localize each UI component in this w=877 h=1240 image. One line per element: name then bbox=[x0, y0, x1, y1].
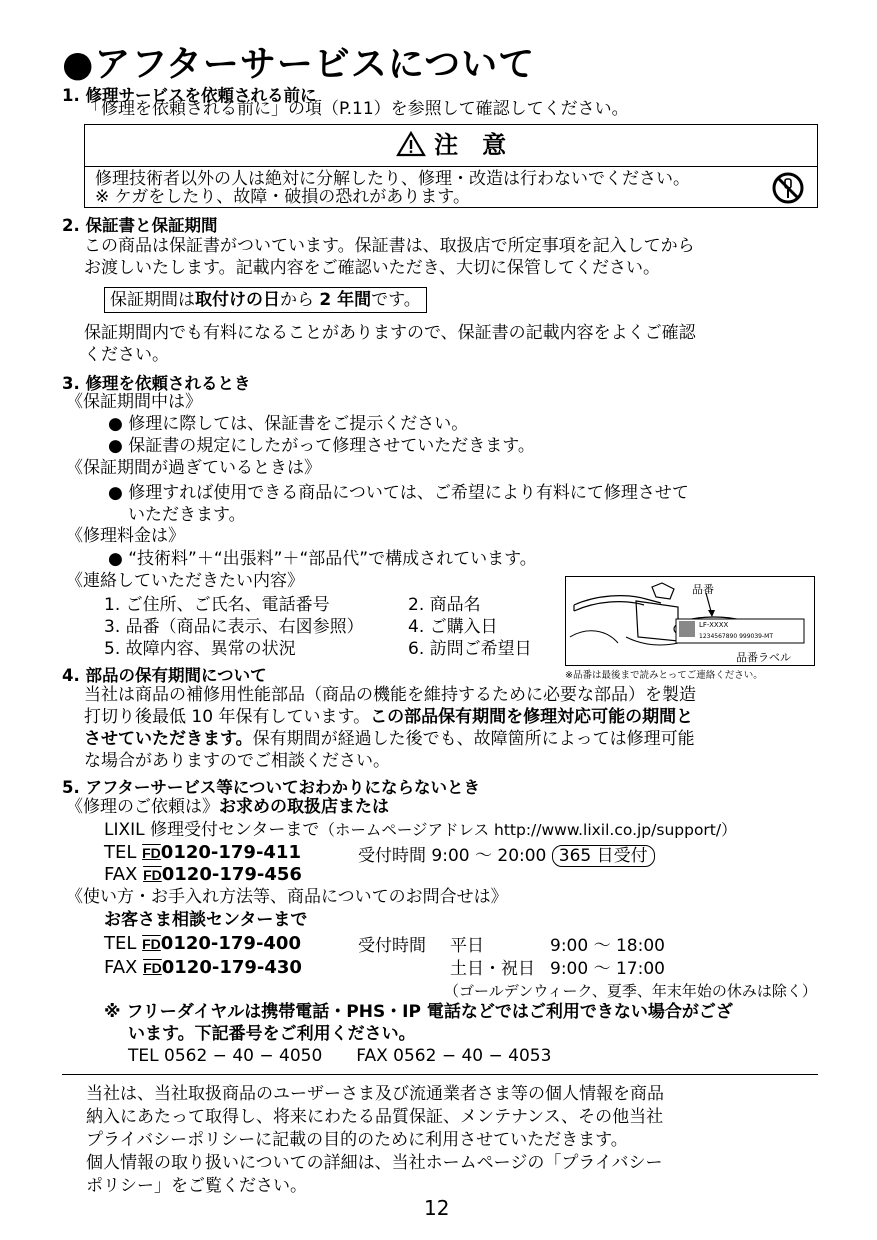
section-4-text-4: な場合がありますのでご相談ください。 bbox=[84, 751, 390, 771]
section-1-text: 「修理を依頼される前に」の項（P.11）を参照して確認してください。 bbox=[84, 99, 629, 119]
freedial-note-1: ※ フリーダイヤルは携帯電話・PHS・IP 電話などではご利用できない場合がござ bbox=[104, 1002, 733, 1022]
no-disassembly-icon bbox=[771, 171, 805, 205]
section-4-heading: 4. 部品の保有期間について bbox=[62, 666, 267, 685]
product-label-diagram bbox=[565, 576, 815, 666]
fax-label: FAX bbox=[104, 864, 144, 885]
period-text-d: 2 年間 bbox=[319, 290, 372, 310]
caution-title: 注 意 bbox=[434, 131, 507, 159]
section-5-heading: 5. アフターサービス等についておわかりにならないとき bbox=[62, 778, 481, 797]
period-text-a: 保証期間は bbox=[110, 290, 195, 310]
period-text-c: から bbox=[280, 290, 320, 310]
customer-tel-number: 0120-179-400 bbox=[160, 933, 301, 954]
repair-fax-number: 0120-179-456 bbox=[161, 864, 302, 885]
section-4-text-3b: 保有期間が経過した後でも、故障箇所によっては修理可能 bbox=[252, 729, 695, 749]
holiday-label: 土日・祝日 bbox=[450, 959, 535, 979]
warranty-period-box bbox=[104, 287, 427, 313]
section-4-text-2 bbox=[84, 707, 693, 728]
repair-request bbox=[66, 797, 389, 818]
contact-item-6: 6. 訪問ご希望日 bbox=[408, 639, 532, 659]
freedial-note-2: います。下記番号をご利用ください。 bbox=[128, 1024, 416, 1044]
privacy-line-4: 個人情報の取り扱いについての詳細は、当社ホームページの「プライバシー bbox=[86, 1153, 663, 1173]
section-3-heading: 3. 修理を依頼されるとき bbox=[62, 374, 251, 393]
repair-hours-text: 受付時間 9:00 ～ 20:00 bbox=[358, 846, 547, 866]
caution-box bbox=[84, 124, 818, 208]
contact-item-2: 2. 商品名 bbox=[408, 595, 481, 615]
page-title: ●アフターサービスについて bbox=[62, 44, 536, 85]
weekday-label: 平日 bbox=[450, 936, 484, 956]
repair-fax-line bbox=[104, 864, 302, 886]
section-4-text-1: 当社は商品の補修用性能部品（商品の機能を維持するために必要な部品）を製造 bbox=[84, 685, 696, 705]
privacy-line-3: プライバシーポリシーに記載の目的のために利用させていただきます。 bbox=[86, 1130, 628, 1150]
repair-center-url: （ホームページアドレス http://www.lixil.co.jp/support/） bbox=[319, 821, 737, 839]
repair-request-text: お求めの取扱店または bbox=[219, 797, 389, 817]
section-3-sub-2: 《保証期間が過ぎているときは》 bbox=[66, 458, 321, 478]
repair-center bbox=[104, 820, 737, 841]
section-2-text-4: ください。 bbox=[84, 345, 169, 365]
customer-hours-label: 受付時間 bbox=[358, 936, 426, 956]
diagram-model-label: LF-XXXX bbox=[699, 621, 729, 629]
section-3-bullet-2: ● 保証書の規定にしたがって修理させていただきます。 bbox=[108, 436, 535, 456]
warning-triangle-icon bbox=[396, 131, 426, 157]
customer-center: お客さま相談センターまで bbox=[104, 910, 308, 930]
section-3-sub-1: 《保証期間中は》 bbox=[66, 392, 202, 412]
section-2-text-2: お渡しいたします。記載内容をご確認いただき、大切に保管してください。 bbox=[84, 258, 660, 278]
section-1-heading: 1. 修理サービスを依頼される前に bbox=[62, 86, 317, 105]
holiday-hours: 9:00 ～ 17:00 bbox=[550, 959, 665, 979]
freedial-icon: FD bbox=[143, 960, 162, 976]
section-3-sub-3: 《修理料金は》 bbox=[66, 526, 185, 546]
section-2-text-1: この商品は保証書がついています。保証書は、取扱店で所定事項を記入してから bbox=[84, 236, 695, 256]
section-3-sub-4: 《連絡していただきたい内容》 bbox=[66, 571, 304, 591]
repair-tel-number: 0120-179-411 bbox=[160, 842, 301, 863]
section-3-bullet-4: ● “技術料”＋“出張料”＋“部品代”で構成されています。 bbox=[108, 549, 537, 569]
period-text-b: 取付けの日 bbox=[195, 290, 280, 310]
contact-item-1: 1. ご住所、ご氏名、電話番号 bbox=[104, 595, 330, 615]
customer-fax-number: 0120-179-430 bbox=[161, 957, 302, 978]
contact-item-4: 4. ご購入日 bbox=[408, 617, 498, 637]
section-4-text-2b: この部品保有期間を修理対応可能の期間と bbox=[370, 707, 694, 727]
caution-line-1: 修理技術者以外の人は絶対に分解したり、修理・改造は行わないでください。 bbox=[95, 169, 690, 189]
customer-tel-line bbox=[104, 933, 301, 955]
caution-line-2: ※ ケガをしたり、故障・破損の恐れがあります。 bbox=[95, 187, 470, 207]
tel-label: TEL bbox=[104, 933, 143, 954]
diagram-code-label: 1234567890 999039-MT bbox=[699, 633, 773, 640]
alt-numbers: TEL 0562 − 40 − 4050 FAX 0562 − 40 − 4053 bbox=[128, 1046, 552, 1066]
page-number: 12 bbox=[424, 1196, 450, 1220]
privacy-line-2: 納入にあたって取得し、将来にわたる品質保証、メンテナンス、その他当社 bbox=[86, 1107, 664, 1127]
section-4-text-3 bbox=[84, 729, 695, 750]
section-2-heading: 2. 保証書と保証期間 bbox=[62, 216, 218, 235]
privacy-line-1: 当社は、当社取扱商品のユーザーさま及び流通業者さま等の個人情報を商品 bbox=[86, 1084, 664, 1104]
contact-item-5: 5. 故障内容、異常の状況 bbox=[104, 639, 296, 659]
freedial-icon: FD bbox=[142, 936, 161, 952]
section-3-bullet-3: ● 修理すれば使用できる商品については、ご希望により有料にて修理させて bbox=[108, 483, 689, 503]
period-text-e: です。 bbox=[371, 290, 421, 310]
tel-label: TEL bbox=[104, 842, 143, 863]
diagram-note: ※品番は最後まで読みとってご連絡ください。 bbox=[565, 670, 763, 681]
privacy-line-5: ポリシー」をご覧ください。 bbox=[86, 1176, 307, 1196]
caution-header bbox=[85, 125, 817, 167]
freedial-icon: FD bbox=[143, 867, 162, 883]
customer-fax-line bbox=[104, 957, 302, 979]
divider-line bbox=[62, 1074, 818, 1075]
fax-label: FAX bbox=[104, 957, 144, 978]
repair-tel-line bbox=[104, 842, 301, 864]
section-2-text-3: 保証期間内でも有料になることがありますので、保証書の記載内容をよくご確認 bbox=[84, 323, 696, 343]
section-3-bullet-1: ● 修理に際しては、保証書をご提示ください。 bbox=[108, 414, 469, 434]
section-3-bullet-3b: いただきます。 bbox=[128, 505, 246, 525]
repair-request-label: 《修理のご依頼は》 bbox=[66, 797, 219, 817]
diagram-hinban-label: 品番 bbox=[692, 583, 714, 596]
section-4-text-3a: させていただきます。 bbox=[84, 729, 253, 749]
repair-center-name: LIXIL 修理受付センターまで bbox=[104, 820, 320, 840]
diagram-label-name: 品番ラベル bbox=[736, 651, 791, 664]
365-days-badge: 365 日受付 bbox=[552, 845, 655, 867]
inquiry-label: 《使い方・お手入れ方法等、商品についてのお問合せは》 bbox=[66, 887, 508, 907]
freedial-icon: FD bbox=[142, 845, 161, 861]
weekday-hours: 9:00 ～ 18:00 bbox=[550, 936, 665, 956]
holiday-note: （ゴールデンウィーク、夏季、年末年始の休みは除く） bbox=[444, 982, 817, 1000]
contact-item-3: 3. 品番（商品に表示、右図参照） bbox=[104, 617, 364, 637]
section-4-text-2a: 打切り後最低 10 年保有しています。 bbox=[84, 707, 371, 727]
repair-hours bbox=[358, 845, 655, 867]
